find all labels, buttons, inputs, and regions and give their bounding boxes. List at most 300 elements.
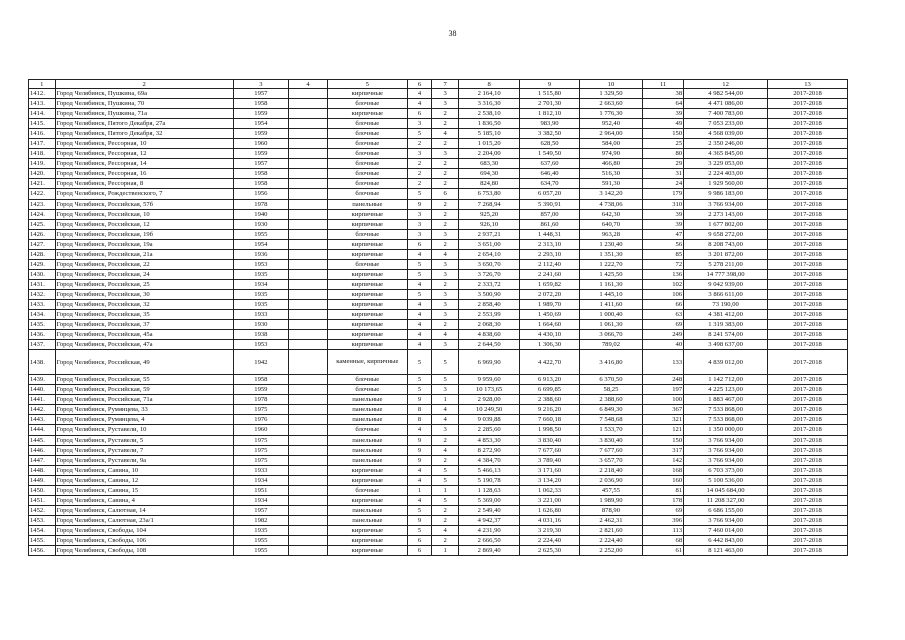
repair-cost-cell: 2 273 143,00 xyxy=(684,209,768,219)
residents-cell: 150 xyxy=(643,435,684,445)
total-area-cell: 5 466,13 xyxy=(458,465,519,475)
total-area-cell: 1 128,63 xyxy=(458,485,519,495)
floors-cell: 6 xyxy=(407,535,432,545)
address-cell: Город Челябинск, Российская, 19а xyxy=(55,239,233,249)
repair-cost-cell: 9 986 183,00 xyxy=(684,189,768,199)
residential-area-cell: 1 776,30 xyxy=(579,109,642,119)
page-number: 38 xyxy=(448,29,457,38)
year-built-cell: 1930 xyxy=(233,320,288,330)
wall-material-cell: панельные xyxy=(327,435,407,445)
total-area-cell: 2 869,40 xyxy=(458,546,519,556)
residents-cell: 39 xyxy=(643,209,684,219)
repair-cost-cell: 1 319 383,00 xyxy=(684,320,768,330)
year-built-cell: 1935 xyxy=(233,269,288,279)
wall-material-cell: панельные xyxy=(327,445,407,455)
living-area-cell: 3 171,60 xyxy=(520,465,579,475)
repair-period-cell: 2017-2018 xyxy=(768,395,848,405)
table-row xyxy=(29,169,848,179)
table-row xyxy=(29,546,848,556)
address-cell: Город Челябинск, Российская, 59 xyxy=(55,385,233,395)
year-built-cell: 1958 xyxy=(233,179,288,189)
year-built-cell: 1955 xyxy=(233,229,288,239)
total-area-cell: 10 173,65 xyxy=(458,385,519,395)
entrances-cell: 2 xyxy=(432,209,459,219)
address-cell: Город Челябинск, Российская, 45а xyxy=(55,330,233,340)
total-area-cell: 3 500,90 xyxy=(458,289,519,299)
row-number-cell: 1420. xyxy=(29,169,56,179)
living-area-cell: 2 701,30 xyxy=(520,99,579,109)
entrances-cell: 5 xyxy=(432,350,459,375)
repair-period-cell: 2017-2018 xyxy=(768,350,848,375)
address-cell: Город Челябинск, Российская, 35 xyxy=(55,310,233,320)
residential-area-cell: 4 738,06 xyxy=(579,199,642,209)
residents-cell: 39 xyxy=(643,219,684,229)
table-row xyxy=(29,465,848,475)
living-area-cell: 634,70 xyxy=(520,179,579,189)
residents-cell: 49 xyxy=(643,119,684,129)
residential-area-cell: 1 989,90 xyxy=(579,495,642,505)
residents-cell: 248 xyxy=(643,375,684,385)
row-number-cell: 1434. xyxy=(29,310,56,320)
total-area-cell: 2 164,10 xyxy=(458,89,519,99)
residential-area-cell: 591,30 xyxy=(579,179,642,189)
year-built-cell: 1935 xyxy=(233,289,288,299)
repair-period-cell: 2017-2018 xyxy=(768,525,848,535)
total-area-cell: 6 969,90 xyxy=(458,350,519,375)
col-4-cell xyxy=(289,495,328,505)
header-row xyxy=(29,80,848,89)
repair-period-cell: 2017-2018 xyxy=(768,129,848,139)
row-number-cell: 1438. xyxy=(29,350,56,375)
floors-cell: 5 xyxy=(407,505,432,515)
address-cell: Город Челябинск, Руставели, 9а xyxy=(55,455,233,465)
entrances-cell: 6 xyxy=(432,189,459,199)
repair-period-cell: 2017-2018 xyxy=(768,415,848,425)
repair-period-cell: 2017-2018 xyxy=(768,289,848,299)
total-area-cell: 4 384,70 xyxy=(458,455,519,465)
residents-cell: 25 xyxy=(643,139,684,149)
living-area-cell: 2 072,20 xyxy=(520,289,579,299)
residential-area-cell: 1 230,40 xyxy=(579,239,642,249)
row-number-cell: 1444. xyxy=(29,425,56,435)
address-cell: Город Челябинск, Российская, 25 xyxy=(55,279,233,289)
column-header: 11 xyxy=(643,80,684,89)
residents-cell: 100 xyxy=(643,395,684,405)
living-area-cell: 6 699,85 xyxy=(520,385,579,395)
table-row xyxy=(29,299,848,309)
col-4-cell xyxy=(289,425,328,435)
col-4-cell xyxy=(289,375,328,385)
wall-material-cell: блочные xyxy=(327,169,407,179)
table-row xyxy=(29,139,848,149)
total-area-cell: 2 928,00 xyxy=(458,395,519,405)
total-area-cell: 925,20 xyxy=(458,209,519,219)
column-header: 9 xyxy=(520,80,579,89)
repair-period-cell: 2017-2018 xyxy=(768,320,848,330)
floors-cell: 4 xyxy=(407,310,432,320)
table-row xyxy=(29,340,848,350)
residents-cell: 85 xyxy=(643,249,684,259)
residents-cell: 178 xyxy=(643,495,684,505)
entrances-cell: 2 xyxy=(432,455,459,465)
year-built-cell: 1936 xyxy=(233,249,288,259)
residential-area-cell: 516,30 xyxy=(579,169,642,179)
wall-material-cell: блочные xyxy=(327,99,407,109)
col-4-cell xyxy=(289,350,328,375)
row-number-cell: 1451. xyxy=(29,495,56,505)
residents-cell: 249 xyxy=(643,330,684,340)
total-area-cell: 2 937,21 xyxy=(458,229,519,239)
entrances-cell: 2 xyxy=(432,320,459,330)
living-area-cell: 6 913,20 xyxy=(520,375,579,385)
address-cell: Город Челябинск, Российская, 47а xyxy=(55,340,233,350)
floors-cell: 5 xyxy=(407,375,432,385)
year-built-cell: 1975 xyxy=(233,405,288,415)
year-built-cell: 1935 xyxy=(233,299,288,309)
entrances-cell: 2 xyxy=(432,219,459,229)
residential-area-cell: 2 036,90 xyxy=(579,475,642,485)
column-header: 1 xyxy=(29,80,56,89)
floors-cell: 4 xyxy=(407,425,432,435)
living-area-cell: 2 313,10 xyxy=(520,239,579,249)
address-cell: Город Челябинск, Салютная, 14 xyxy=(55,505,233,515)
total-area-cell: 2 538,10 xyxy=(458,109,519,119)
wall-material-cell: кирпичные xyxy=(327,289,407,299)
total-area-cell: 2 553,99 xyxy=(458,310,519,320)
repair-period-cell: 2017-2018 xyxy=(768,189,848,199)
entrances-cell: 2 xyxy=(432,199,459,209)
residents-cell: 113 xyxy=(643,525,684,535)
residential-area-cell: 952,40 xyxy=(579,119,642,129)
living-area-cell: 2 241,60 xyxy=(520,269,579,279)
year-built-cell: 1978 xyxy=(233,199,288,209)
year-built-cell: 1953 xyxy=(233,259,288,269)
living-area-cell: 2 388,60 xyxy=(520,395,579,405)
entrances-cell: 2 xyxy=(432,535,459,545)
wall-material-cell: блочные xyxy=(327,189,407,199)
repair-cost-cell: 4 365 845,00 xyxy=(684,149,768,159)
wall-material-cell: блочные xyxy=(327,485,407,495)
living-area-cell: 3 134,20 xyxy=(520,475,579,485)
repair-period-cell: 2017-2018 xyxy=(768,89,848,99)
table-row xyxy=(29,415,848,425)
repair-period-cell: 2017-2018 xyxy=(768,199,848,209)
entrances-cell: 3 xyxy=(432,289,459,299)
floors-cell: 4 xyxy=(407,249,432,259)
address-cell: Город Челябинск, Российская, 57б xyxy=(55,199,233,209)
living-area-cell: 1 989,70 xyxy=(520,299,579,309)
wall-material-cell: блочные xyxy=(327,129,407,139)
wall-material-cell: панельные xyxy=(327,515,407,525)
wall-material-cell: каменные, кирпичные xyxy=(327,350,407,375)
col-4-cell xyxy=(289,279,328,289)
year-built-cell: 1934 xyxy=(233,495,288,505)
year-built-cell: 1953 xyxy=(233,340,288,350)
col-4-cell xyxy=(289,169,328,179)
living-area-cell: 1 062,33 xyxy=(520,485,579,495)
column-header: 12 xyxy=(684,80,768,89)
entrances-cell: 5 xyxy=(432,375,459,385)
residents-cell: 136 xyxy=(643,269,684,279)
wall-material-cell: панельные xyxy=(327,405,407,415)
floors-cell: 4 xyxy=(407,465,432,475)
entrances-cell: 2 xyxy=(432,159,459,169)
residential-area-cell: 963,28 xyxy=(579,229,642,239)
wall-material-cell: блочные xyxy=(327,179,407,189)
entrances-cell: 3 xyxy=(432,299,459,309)
residents-cell: 142 xyxy=(643,455,684,465)
address-cell: Город Челябинск, Руставели, 7 xyxy=(55,445,233,455)
col-4-cell xyxy=(289,535,328,545)
entrances-cell: 3 xyxy=(432,310,459,320)
entrances-cell: 2 xyxy=(432,505,459,515)
repair-period-cell: 2017-2018 xyxy=(768,385,848,395)
floors-cell: 6 xyxy=(407,239,432,249)
entrances-cell: 3 xyxy=(432,89,459,99)
col-4-cell xyxy=(289,129,328,139)
floors-cell: 5 xyxy=(407,350,432,375)
living-area-cell: 3 219,30 xyxy=(520,525,579,535)
entrances-cell: 2 xyxy=(432,279,459,289)
table-row xyxy=(29,395,848,405)
table-row xyxy=(29,199,848,209)
residents-cell: 64 xyxy=(643,99,684,109)
total-area-cell: 5 369,00 xyxy=(458,495,519,505)
entrances-cell: 3 xyxy=(432,99,459,109)
total-area-cell: 2 285,60 xyxy=(458,425,519,435)
repair-period-cell: 2017-2018 xyxy=(768,465,848,475)
residential-area-cell: 2 821,60 xyxy=(579,525,642,535)
total-area-cell: 3 726,70 xyxy=(458,269,519,279)
living-area-cell: 983,90 xyxy=(520,119,579,129)
floors-cell: 5 xyxy=(407,259,432,269)
residents-cell: 69 xyxy=(643,320,684,330)
row-number-cell: 1435. xyxy=(29,320,56,330)
repair-period-cell: 2017-2018 xyxy=(768,269,848,279)
repair-period-cell: 2017-2018 xyxy=(768,475,848,485)
repair-period-cell: 2017-2018 xyxy=(768,249,848,259)
year-built-cell: 1975 xyxy=(233,455,288,465)
repair-cost-cell: 6 686 155,00 xyxy=(684,505,768,515)
col-4-cell xyxy=(289,385,328,395)
total-area-cell: 4 942,37 xyxy=(458,515,519,525)
residents-cell: 197 xyxy=(643,385,684,395)
address-cell: Город Челябинск, Российская, 37 xyxy=(55,320,233,330)
repair-period-cell: 2017-2018 xyxy=(768,229,848,239)
address-cell: Город Челябинск, Савина, 12 xyxy=(55,475,233,485)
row-number-cell: 1453. xyxy=(29,515,56,525)
row-number-cell: 1425. xyxy=(29,219,56,229)
address-cell: Город Челябинск, Российская, 32 xyxy=(55,299,233,309)
wall-material-cell: блочные xyxy=(327,139,407,149)
table-row xyxy=(29,495,848,505)
col-4-cell xyxy=(289,199,328,209)
floors-cell: 4 xyxy=(407,475,432,485)
address-cell: Город Челябинск, Рождественского, 7 xyxy=(55,189,233,199)
year-built-cell: 1956 xyxy=(233,189,288,199)
residential-area-cell: 457,55 xyxy=(579,485,642,495)
repair-period-cell: 2017-2018 xyxy=(768,219,848,229)
address-cell: Город Челябинск, Пятого Декабря, 27а xyxy=(55,119,233,129)
repair-cost-cell: 2 350 246,00 xyxy=(684,139,768,149)
residential-area-cell: 1 061,30 xyxy=(579,320,642,330)
repair-period-cell: 2017-2018 xyxy=(768,259,848,269)
residents-cell: 24 xyxy=(643,179,684,189)
total-area-cell: 3 650,70 xyxy=(458,259,519,269)
col-4-cell xyxy=(289,485,328,495)
entrances-cell: 2 xyxy=(432,239,459,249)
row-number-cell: 1427. xyxy=(29,239,56,249)
table-row xyxy=(29,89,848,99)
year-built-cell: 1958 xyxy=(233,99,288,109)
residents-cell: 133 xyxy=(643,350,684,375)
total-area-cell: 2 654,10 xyxy=(458,249,519,259)
entrances-cell: 4 xyxy=(432,415,459,425)
residential-area-cell: 6 370,50 xyxy=(579,375,642,385)
year-built-cell: 1959 xyxy=(233,129,288,139)
floors-cell: 6 xyxy=(407,109,432,119)
wall-material-cell: панельные xyxy=(327,395,407,405)
entrances-cell: 4 xyxy=(432,249,459,259)
year-built-cell: 1959 xyxy=(233,149,288,159)
entrances-cell: 2 xyxy=(432,169,459,179)
living-area-cell: 4 422,70 xyxy=(520,350,579,375)
year-built-cell: 1957 xyxy=(233,89,288,99)
residents-cell: 106 xyxy=(643,289,684,299)
repair-cost-cell: 7 053 233,00 xyxy=(684,119,768,129)
floors-cell: 8 xyxy=(407,415,432,425)
col-4-cell xyxy=(289,259,328,269)
table-row xyxy=(29,189,848,199)
total-area-cell: 9 959,60 xyxy=(458,375,519,385)
residential-area-cell: 1 425,50 xyxy=(579,269,642,279)
living-area-cell: 1 448,31 xyxy=(520,229,579,239)
wall-material-cell: панельные xyxy=(327,199,407,209)
living-area-cell: 6 057,20 xyxy=(520,189,579,199)
col-4-cell xyxy=(289,310,328,320)
row-number-cell: 1436. xyxy=(29,330,56,340)
wall-material-cell: блочные xyxy=(327,385,407,395)
row-number-cell: 1443. xyxy=(29,415,56,425)
row-number-cell: 1452. xyxy=(29,505,56,515)
residents-cell: 63 xyxy=(643,310,684,320)
col-4-cell xyxy=(289,435,328,445)
floors-cell: 2 xyxy=(407,179,432,189)
year-built-cell: 1960 xyxy=(233,139,288,149)
wall-material-cell: кирпичные xyxy=(327,249,407,259)
table-row xyxy=(29,425,848,435)
repair-period-cell: 2017-2018 xyxy=(768,139,848,149)
residential-area-cell: 7 548,68 xyxy=(579,415,642,425)
living-area-cell: 3 382,50 xyxy=(520,129,579,139)
repair-cost-cell: 6 703 373,00 xyxy=(684,465,768,475)
residential-area-cell: 2 218,40 xyxy=(579,465,642,475)
wall-material-cell: блочные xyxy=(327,119,407,129)
residents-cell: 66 xyxy=(643,299,684,309)
repair-cost-cell: 1 350 000,00 xyxy=(684,425,768,435)
residential-area-cell: 642,30 xyxy=(579,209,642,219)
repair-cost-cell: 4 839 012,00 xyxy=(684,350,768,375)
floors-cell: 3 xyxy=(407,119,432,129)
col-4-cell xyxy=(289,239,328,249)
repair-period-cell: 2017-2018 xyxy=(768,169,848,179)
total-area-cell: 2 644,50 xyxy=(458,340,519,350)
col-4-cell xyxy=(289,415,328,425)
floors-cell: 2 xyxy=(407,139,432,149)
row-number-cell: 1446. xyxy=(29,445,56,455)
total-area-cell: 2 858,40 xyxy=(458,299,519,309)
living-area-cell: 628,50 xyxy=(520,139,579,149)
total-area-cell: 2 549,40 xyxy=(458,505,519,515)
residential-area-cell: 3 416,80 xyxy=(579,350,642,375)
col-4-cell xyxy=(289,159,328,169)
entrances-cell: 1 xyxy=(432,395,459,405)
repair-period-cell: 2017-2018 xyxy=(768,535,848,545)
total-area-cell: 926,10 xyxy=(458,219,519,229)
living-area-cell: 1 659,82 xyxy=(520,279,579,289)
table-row xyxy=(29,229,848,239)
repair-period-cell: 2017-2018 xyxy=(768,425,848,435)
row-number-cell: 1426. xyxy=(29,229,56,239)
year-built-cell: 1934 xyxy=(233,475,288,485)
row-number-cell: 1418. xyxy=(29,149,56,159)
col-4-cell xyxy=(289,455,328,465)
repair-cost-cell: 7 400 783,00 xyxy=(684,109,768,119)
total-area-cell: 2 333,72 xyxy=(458,279,519,289)
living-area-cell: 1 549,50 xyxy=(520,149,579,159)
row-number-cell: 1416. xyxy=(29,129,56,139)
floors-cell: 3 xyxy=(407,219,432,229)
year-built-cell: 1930 xyxy=(233,219,288,229)
repair-cost-cell: 3 498 637,00 xyxy=(684,340,768,350)
repair-period-cell: 2017-2018 xyxy=(768,179,848,189)
repair-period-cell: 2017-2018 xyxy=(768,279,848,289)
repair-cost-cell: 14 045 684,00 xyxy=(684,485,768,495)
row-number-cell: 1412. xyxy=(29,89,56,99)
residential-area-cell: 3 830,40 xyxy=(579,435,642,445)
address-cell: Город Челябинск, Румянцева, 4 xyxy=(55,415,233,425)
entrances-cell: 1 xyxy=(432,485,459,495)
repair-period-cell: 2017-2018 xyxy=(768,159,848,169)
repair-period-cell: 2017-2018 xyxy=(768,405,848,415)
col-4-cell xyxy=(289,189,328,199)
repair-cost-cell: 8 208 743,00 xyxy=(684,239,768,249)
housing-register-table xyxy=(28,79,848,556)
column-header: 10 xyxy=(579,80,642,89)
table-row xyxy=(29,119,848,129)
row-number-cell: 1449. xyxy=(29,475,56,485)
col-4-cell xyxy=(289,505,328,515)
address-cell: Город Челябинск, Рессорная, 8 xyxy=(55,179,233,189)
table-row xyxy=(29,209,848,219)
residential-area-cell: 2 663,60 xyxy=(579,99,642,109)
residential-area-cell: 1 329,50 xyxy=(579,89,642,99)
floors-cell: 5 xyxy=(407,525,432,535)
year-built-cell: 1975 xyxy=(233,445,288,455)
residents-cell: 168 xyxy=(643,465,684,475)
total-area-cell: 5 185,10 xyxy=(458,129,519,139)
total-area-cell: 9 039,88 xyxy=(458,415,519,425)
repair-cost-cell: 11 208 327,00 xyxy=(684,495,768,505)
address-cell: Город Челябинск, Пушкина, 71а xyxy=(55,109,233,119)
residents-cell: 40 xyxy=(643,340,684,350)
wall-material-cell: кирпичные xyxy=(327,269,407,279)
total-area-cell: 8 272,90 xyxy=(458,445,519,455)
floors-cell: 5 xyxy=(407,269,432,279)
col-4-cell xyxy=(289,395,328,405)
table-row xyxy=(29,385,848,395)
total-area-cell: 2 204,00 xyxy=(458,149,519,159)
